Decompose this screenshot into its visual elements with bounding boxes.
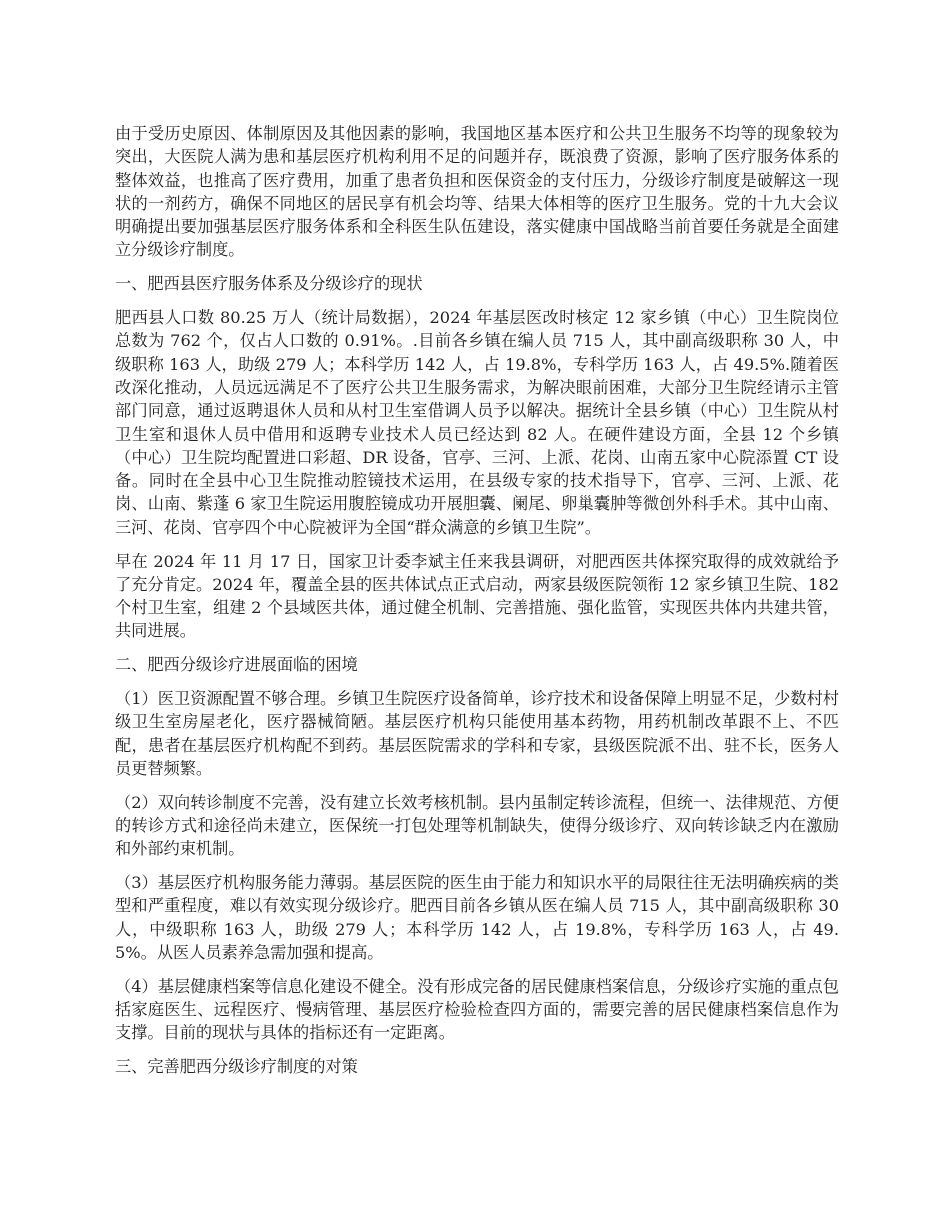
section-heading-2: 二、肥西分级诊疗进展面临的困境 xyxy=(115,655,358,675)
difficulty-item-3: （3）基层医疗机构服务能力薄弱。基层医院的医生由于能力和知识水平的局限往往无法明确疾病的类型和严重程度，难以有效实现分级诊疗。肥西目前各乡镇从医在编人员 715 人，其中副高级职称 30 人，中级职称 163 人，助级 279 人；本科学历 142 人，占 19.8%，专科学历 163 人，占 49.5%。从医人员素养急需加强和提高。 xyxy=(115,873,839,962)
difficulty-item-2: （2）双向转诊制度不完善，没有建立长效考核机制。县内虽制定转诊流程，但统一、法律规范、方便的转诊方式和途径尚未建立，医保统一打包处理等机制缺失，使得分级诊疗、双向转诊缺乏内在激励和外部约束机制。 xyxy=(115,792,839,859)
section-heading-1: 一、肥西县医疗服务体系及分级诊疗的现状 xyxy=(115,274,423,294)
difficulty-item-4: （4）基层健康档案等信息化建设不健全。没有形成完备的居民健康档案信息，分级诊疗实施的重点包括家庭医生、远程医疗、慢病管理、基层医疗检验检查四方面的，需要完善的居民健康档案信息作为支撑。目前的现状与具体的指标还有一定距离。 xyxy=(115,976,839,1043)
medical-alliance-paragraph: 早在 2024 年 11 月 17 日，国家卫计委李斌主任来我县调研，对肥西医共体探究取得的成效就给予了充分肯定。2024 年，覆盖全县的医共体试点正式启动，两家县级医院领衔 12 家乡镇卫生院、182 个村卫生室，组建 2 个县域医共体，通过健全机制、完善措施、强化监管，实现医共体内共建共管，共同进展。 xyxy=(115,551,839,641)
document-body xyxy=(115,122,839,1089)
section-heading-3: 三、完善肥西分级诊疗制度的对策 xyxy=(115,1057,358,1077)
status-paragraph: 肥西县人口数 80.25 万人（统计局数据），2024 年基层医改时核定 12 家乡镇（中心）卫生院岗位总数为 762 个，仅占人口数的 0.91%。.目前各乡镇在编人员 715 人，其中副高级职称 30 人，中级职称 163 人，助级 279 人；本科学历 142 人，占 19.8%，专科学历 163 人，占 49.5%.随着医改深化推动，人员远远满足不了医疗公共卫生服务需求，为解决眼前困难，大部分卫生院经请示主管部门同意，通过返聘退休人员和从村卫生室借调人员予以解决。据统计全县乡镇（中心）卫生院从村卫生室和退休人员中借用和返聘专业技术人员已经达到 82 人。在硬件建设方面，全县 12 个乡镇（中心）卫生院均配置进口彩超、DR 设备，官亭、三河、上派、花岗、山南五家中心院添置 CT 设备。同时在全县中心卫生院推动腔镜技术运用，在县级专家的技术指导下，官亭、三河、上派、花岗、山南、紫蓬 6 家卫生院运用腹腔镜成功开展胆囊、阑尾、卵巢囊肿等微创外科手术。其中山南、三河、花岗、官亭四个中心院被评为全国“群众满意的乡镇卫生院”。 xyxy=(115,308,839,537)
intro-paragraph: 由于受历史原因、体制原因及其他因素的影响，我国地区基本医疗和公共卫生服务不均等的现象较为突出，大医院人满为患和基层医疗机构利用不足的问题并存，既浪费了资源，影响了医疗服务体系的整体效益，也推高了医疗费用，加重了患者负担和医保资金的支付压力，分级诊疗制度是破解这一现状的一剂药方，确保不同地区的居民享有机会均等、结果大体相等的医疗卫生服务。党的十九大会议明确提出要加强基层医疗服务体系和全科医生队伍建设，落实健康中国战略当前首要任务就是全面建立分级诊疗制度。 xyxy=(115,124,839,260)
difficulty-item-1: （1）医卫资源配置不够合理。乡镇卫生院医疗设备简单，诊疗技术和设备保障上明显不足，少数村村级卫生室房屋老化，医疗器械简陋。基层医疗机构只能使用基本药物，用药机制改革跟不上、不匹配，患者在基层医疗机构配不到药。基层医院需求的学科和专家，县级医院派不出、驻不长，医务人员更替频繁。 xyxy=(115,689,839,778)
